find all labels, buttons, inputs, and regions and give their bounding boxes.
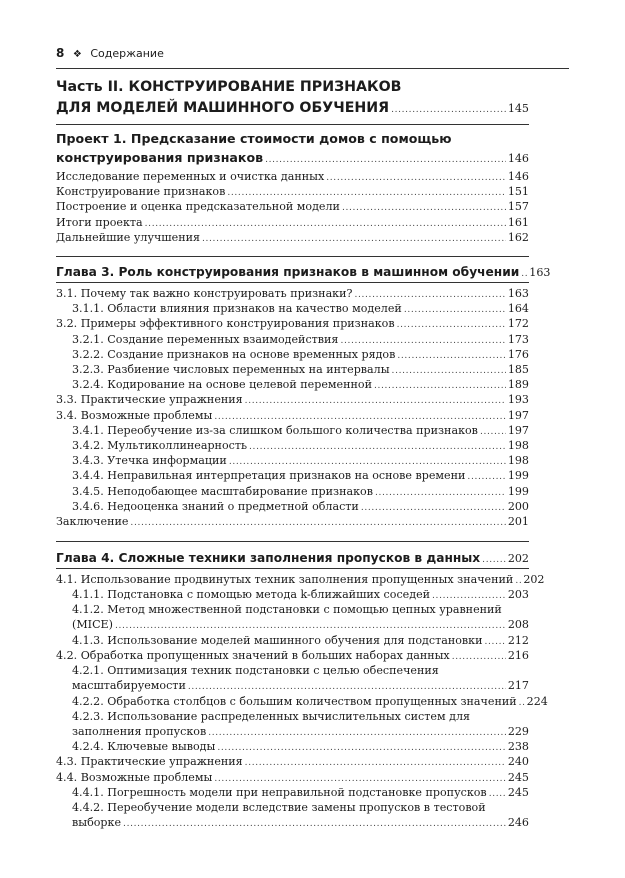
running-title: Содержание [90, 47, 164, 60]
toc-entry[interactable] [56, 231, 529, 246]
leader-dots [354, 287, 505, 302]
toc-entry[interactable] [56, 363, 529, 378]
leader-dots [521, 264, 527, 282]
toc-entry-page: 245 [507, 770, 529, 784]
toc-entry-page: 199 [507, 484, 529, 498]
toc-entry-title-continued: масштабируемости [72, 679, 186, 693]
project-title-line1: Проект 1. Предсказание стоимости домов с помощью [56, 131, 452, 146]
toc-entry-page: 246 [507, 816, 529, 829]
toc-entry[interactable] [56, 694, 548, 710]
leader-dots [214, 771, 505, 786]
part-title-line2[interactable] [56, 100, 529, 119]
toc-entry-page: 146 [507, 152, 529, 165]
toc-entry[interactable] [56, 649, 529, 664]
page-number: 8 [56, 46, 65, 60]
toc-entry-page: 157 [507, 200, 529, 214]
toc-entry[interactable] [56, 439, 529, 454]
toc-entry-page: 163 [529, 266, 551, 279]
toc-entry-title: 3.2. Примеры эффективного конструирования признаков [56, 317, 395, 331]
toc-entry[interactable] [56, 485, 529, 500]
toc-entry-page: 198 [507, 439, 529, 452]
toc-entry-page: 199 [507, 469, 529, 483]
leader-dots [392, 363, 506, 378]
toc-entry[interactable] [56, 469, 529, 484]
leader-dots [515, 573, 521, 588]
toc-entry-page: 224 [526, 694, 548, 708]
toc-entry-title: конструирования признаков [56, 150, 264, 165]
leader-dots [361, 500, 506, 515]
toc-entry-page: 217 [507, 679, 529, 693]
leader-dots [245, 393, 506, 408]
chapter-3-title[interactable] [56, 264, 551, 282]
toc-entry-page: 145 [507, 102, 529, 115]
leader-dots [214, 409, 505, 424]
toc-entry[interactable] [56, 679, 529, 694]
toc-entry-title: 3.3. Практические упражнения [56, 393, 243, 407]
toc-entry[interactable] [56, 740, 529, 755]
toc-entry-page: 198 [507, 454, 529, 468]
toc-entry-title: Итоги проекта [56, 215, 143, 229]
leader-dots [374, 378, 506, 393]
toc-entry-title-continued: выборке [72, 816, 122, 829]
toc-entry-title: 3.4.4. Неправильная интерпретация признаков на основе времени [72, 469, 466, 483]
toc-entry[interactable] [56, 170, 529, 185]
leader-dots [123, 816, 506, 831]
leader-dots [391, 100, 506, 119]
toc-entry-title: 3.4. Возможные проблемы [56, 408, 213, 422]
toc-entry-page: 238 [507, 740, 529, 754]
toc-entry-title: ДЛЯ МОДЕЛЕЙ МАШИННОГО ОБУЧЕНИЯ [56, 100, 390, 116]
toc-entry[interactable] [56, 333, 529, 348]
leader-dots [482, 550, 506, 568]
leader-dots [397, 317, 506, 332]
toc-entry[interactable] [56, 771, 529, 786]
toc-entry-title: 3.2.4. Кодирование на основе целевой переменной [72, 378, 372, 392]
toc-entry-title: Заключение [56, 515, 129, 528]
toc-entry-title: 4.1.3. Использование моделей машинного обучения для подстановки [72, 633, 483, 647]
toc-entry-title: 4.2.4. Ключевые выводы [72, 740, 216, 754]
leader-dots [208, 725, 506, 740]
toc-entry-page: 193 [507, 393, 529, 407]
toc-entry-title: Построение и оценка предсказательной модели [56, 200, 340, 214]
toc-entry[interactable] [56, 185, 529, 200]
leader-dots [342, 200, 506, 215]
ornament-icon: ❖ [72, 49, 82, 60]
toc-entry[interactable] [56, 500, 529, 515]
leader-dots [452, 649, 506, 664]
toc-entry[interactable] [56, 454, 529, 469]
toc-entry-page: 172 [507, 317, 529, 331]
toc-entry-page: 208 [507, 618, 529, 632]
divider [56, 282, 529, 283]
leader-dots [397, 348, 505, 363]
leader-dots [375, 485, 506, 500]
running-header [56, 46, 569, 69]
toc-entry-page: 163 [507, 287, 529, 300]
toc-entry-title: 3.1. Почему так важно конструировать признаки? [56, 287, 353, 300]
toc-entry-page: 151 [507, 185, 529, 199]
toc-entry-title: 3.4.6. Недооценка знаний о предметной области [72, 499, 359, 513]
toc-entry[interactable] [56, 755, 529, 770]
leader-dots [130, 515, 505, 530]
leader-dots [115, 618, 506, 633]
toc-entry-page: 201 [507, 515, 529, 528]
toc-entry-title: 3.4.5. Неподобающее масштабирование признаков [72, 484, 373, 498]
leader-dots [265, 150, 506, 168]
toc-entry-title: 3.4.1. Переобучение из-за слишком большого количества признаков [72, 423, 478, 437]
toc-entry[interactable] [56, 424, 529, 439]
toc-entry-page: 162 [507, 230, 529, 244]
toc-entry[interactable] [56, 725, 529, 740]
toc-entry[interactable] [56, 216, 529, 231]
toc-entry-title: 4.2. Обработка пропущенных значений в больших наборах данных [56, 649, 450, 662]
toc-entry-title: 3.2.1. Создание переменных взаимодействия [72, 332, 339, 346]
toc-entry-page: 212 [507, 633, 529, 647]
toc-entry[interactable] [56, 348, 529, 363]
divider [56, 124, 529, 125]
toc-entry[interactable] [56, 409, 529, 424]
toc-entry[interactable] [56, 515, 529, 530]
leader-dots [519, 695, 525, 710]
toc-entry[interactable] [56, 573, 545, 588]
leader-dots [467, 469, 505, 484]
toc-entry[interactable] [56, 302, 529, 317]
toc-entry-page: 176 [507, 347, 529, 361]
leader-dots [404, 302, 506, 317]
toc-entry-page: 216 [507, 649, 529, 662]
toc-entry-page: 173 [507, 332, 529, 346]
toc-entry-title: 4.1.1. Подстановка с помощью метода k-ближайших соседей [72, 588, 431, 602]
toc-entry-title: Дальнейшие улучшения [56, 230, 200, 244]
toc-entry-page: 203 [507, 588, 529, 602]
toc-entry-title[interactable]: 4.1.2. Метод множественной подстановки с помощью цепных уравнений [72, 603, 502, 617]
toc-entry-title: 4.4.1. Погрешность модели при неправильной подстановке пропусков [72, 785, 487, 799]
toc-entry-title-continued: (MICE) [72, 618, 113, 632]
leader-dots [489, 786, 506, 801]
toc-entry-page: 164 [507, 302, 529, 316]
toc-entry-title[interactable]: 4.2.1. Оптимизация техник подстановки с целью обеспечения [72, 664, 439, 678]
toc-entry[interactable] [56, 634, 529, 649]
toc-entry[interactable] [56, 588, 529, 603]
chapter-4-title[interactable] [56, 550, 529, 568]
toc-entry-page: 161 [507, 215, 529, 229]
divider [56, 541, 529, 542]
toc-entry[interactable] [56, 317, 529, 332]
leader-dots [249, 439, 506, 454]
toc-entry-title: 4.2.2. Обработка столбцов с большим количеством пропущенных значений [72, 694, 517, 708]
toc-entry-title: 3.4.3. Утечка информации [72, 454, 227, 468]
toc-entry-title[interactable]: 4.4.2. Переобучение модели вследствие замены пропусков в тестовой [72, 801, 486, 814]
toc-entry-title[interactable]: 4.2.3. Использование распределенных вычислительных систем для [72, 709, 471, 723]
toc-entry[interactable] [56, 393, 529, 408]
divider [56, 568, 529, 569]
leader-dots [188, 679, 506, 694]
leader-dots [340, 333, 505, 348]
toc-entry-title: Глава 3. Роль конструирования признаков в машинном обучении [56, 265, 520, 279]
toc-entry-title: 4.4. Возможные проблемы [56, 770, 213, 784]
toc-entry-page: 240 [507, 755, 529, 769]
toc-entry-title: 3.2.2. Создание признаков на основе временных рядов [72, 347, 396, 361]
leader-dots [432, 588, 506, 603]
leader-dots [485, 634, 506, 649]
leader-dots [245, 755, 506, 770]
toc-entry-title: 4.3. Практические упражнения [56, 755, 243, 769]
toc-entry-title: Конструирование признаков [56, 185, 226, 199]
toc-entry-page: 197 [507, 423, 529, 437]
leader-dots [227, 185, 505, 200]
toc-entry-page: 189 [507, 378, 529, 392]
toc-entry-page: 202 [507, 552, 529, 565]
toc-entry-page: 202 [523, 573, 545, 586]
toc-entry[interactable] [56, 786, 529, 801]
leader-dots [326, 170, 506, 185]
leader-dots [229, 454, 506, 469]
divider [56, 256, 529, 257]
toc-entry-page: 197 [507, 408, 529, 422]
leader-dots [480, 424, 506, 439]
toc-entry-title: 4.1. Использование продвинутых техник заполнения пропущенных значений [56, 573, 514, 586]
toc-entry[interactable] [56, 378, 529, 393]
toc-entry[interactable] [56, 287, 529, 302]
leader-dots [202, 231, 506, 246]
toc-entry-title: Исследование переменных и очистка данных [56, 170, 325, 183]
leader-dots [217, 740, 506, 755]
toc-entry-title: Глава 4. Сложные техники заполнения пропусков в данных [56, 551, 481, 565]
toc-entry-page: 146 [507, 170, 529, 183]
part-title-line1: Часть II. КОНСТРУИРОВАНИЕ ПРИЗНАКОВ [56, 79, 402, 95]
toc-entry-title-continued: заполнения пропусков [72, 724, 207, 738]
toc-entry[interactable] [56, 200, 529, 215]
toc-entry-page: 185 [507, 363, 529, 376]
project-title-line2[interactable] [56, 150, 529, 168]
toc-entry-page: 229 [507, 724, 529, 738]
toc-entry[interactable] [56, 618, 529, 633]
toc-entry-title: 3.4.2. Мультиколлинеарность [72, 439, 248, 452]
leader-dots [145, 216, 506, 231]
toc-entry-page: 245 [507, 785, 529, 799]
toc-entry-title: 3.2.3. Разбиение числовых переменных на интервалы [72, 363, 390, 376]
toc-entry[interactable] [56, 816, 529, 831]
toc-entry-title: 3.1.1. Области влияния признаков на качество моделей [72, 302, 402, 316]
toc-entry-page: 200 [507, 499, 529, 513]
